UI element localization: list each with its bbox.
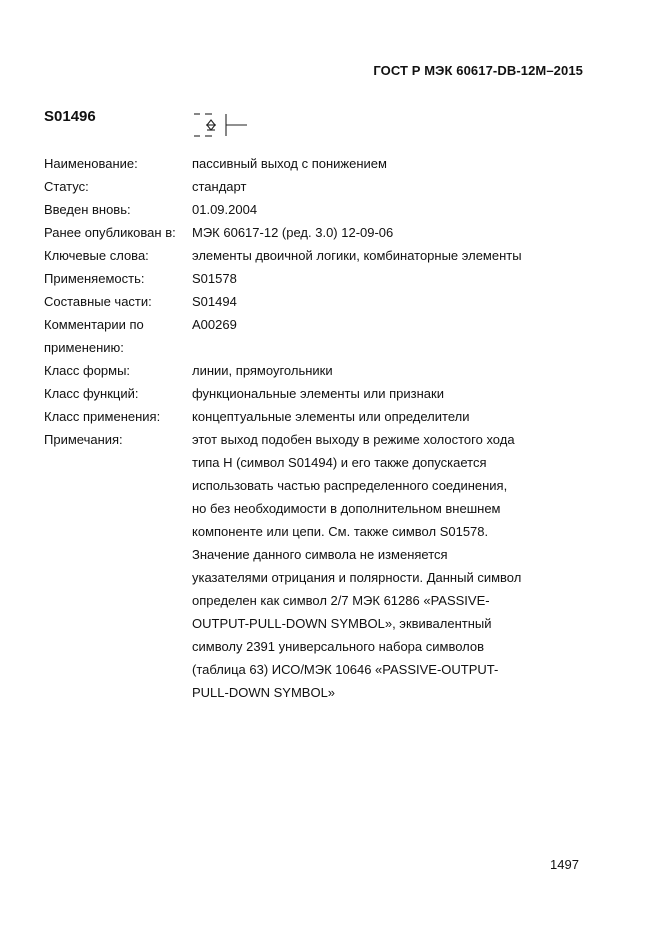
property-value: указателями отрицания и полярности. Данный символ [192,570,522,585]
property-value: этот выход подобен выходу в режиме холостого хода [192,432,515,447]
property-label: Статус: [44,179,89,194]
symbol-properties [44,152,584,704]
property-value: использовать частью распределенного соединения, [192,478,508,493]
property-row [44,221,584,244]
property-row [44,336,584,359]
property-value: компоненте или цепи. См. также символ S01578. [192,524,489,539]
property-row [44,244,584,267]
property-label: Класс применения: [44,409,161,424]
property-row [44,520,584,543]
property-label: Ключевые слова: [44,248,149,263]
property-label [44,543,192,566]
property-label [44,658,192,681]
property-row [44,612,584,635]
property-row [44,658,584,681]
property-row [44,428,584,451]
property-value: пассивный выход с понижением [192,156,387,171]
property-value: типа Н (символ S01494) и его также допускается [192,455,487,470]
property-row [44,681,584,704]
property-row [44,405,584,428]
property-row [44,382,584,405]
property-label: Комментарии по [44,317,144,332]
property-row [44,152,584,175]
property-value: функциональные элементы или признаки [192,386,444,401]
property-label: Примечания: [44,432,123,447]
property-row [44,589,584,612]
property-value: но без необходимости в дополнительном внешнем [192,501,501,516]
property-label [44,520,192,543]
property-row [44,566,584,589]
property-label: Ранее опубликован в: [44,225,176,240]
property-label [44,612,192,635]
property-row [44,474,584,497]
property-value: A00269 [192,317,237,332]
property-label: Введен вновь: [44,202,131,217]
property-label [44,451,192,474]
property-value: OUTPUT-PULL-DOWN SYMBOL», эквивалентный [192,616,492,631]
property-label: Составные части: [44,294,152,309]
property-label: применению: [44,340,124,355]
passive-pull-down-output-symbol-icon [192,110,252,140]
property-label [44,497,192,520]
property-row [44,359,584,382]
property-label [44,681,192,704]
property-value: S01578 [192,271,237,286]
property-row [44,543,584,566]
property-label: Класс формы: [44,363,131,378]
document-header: ГОСТ Р МЭК 60617-DB-12M–2015 [373,63,583,78]
property-label [44,589,192,612]
property-row [44,313,584,336]
property-label [44,566,192,589]
property-value: линии, прямоугольники [192,363,333,378]
property-label: Класс функций: [44,386,139,401]
property-value: элементы двоичной логики, комбинаторные элементы [192,248,522,263]
property-value: определен как символ 2/7 МЭК 61286 «PASSIVE- [192,593,490,608]
property-row [44,267,584,290]
property-row [44,175,584,198]
property-value: Значение данного символа не изменяется [192,547,448,562]
property-value: 01.09.2004 [192,202,258,217]
symbol-code: S01496 [44,108,96,125]
property-row [44,635,584,658]
property-value: S01494 [192,294,237,309]
property-label [44,474,192,497]
property-value [192,336,584,359]
property-value: концептуальные элементы или определители [192,409,470,424]
property-label: Наименование: [44,156,138,171]
property-value: символу 2391 универсального набора символов [192,639,485,654]
property-row [44,198,584,221]
page-number: 1497 [550,857,579,872]
property-value: МЭК 60617-12 (ред. 3.0) 12-09-06 [192,225,394,240]
property-row [44,290,584,313]
property-value: стандарт [192,179,247,194]
property-label [44,635,192,658]
property-value: PULL-DOWN SYMBOL» [192,685,336,700]
property-label: Применяемость: [44,271,145,286]
property-row [44,451,584,474]
property-value: (таблица 63) ИСО/МЭК 10646 «PASSIVE-OUTPUT- [192,662,499,677]
property-row [44,497,584,520]
